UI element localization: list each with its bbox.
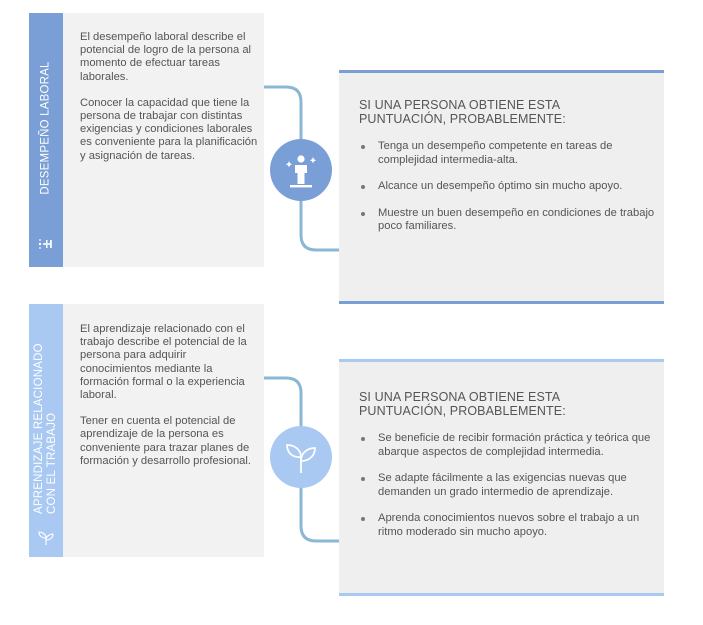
performance-icon [37,235,55,253]
description-paragraph-2: Tener en cuenta el potencial de aprendizaje de la persona es conveniente para trazar planes de formación y desarrollo profesional. [80,415,252,467]
bullet-icon [361,212,365,216]
result-title: SI UNA PERSONA OBTIENE ESTA PUNTUACIÓN, PROBABLEMENTE: [359,390,566,418]
description-paragraph-1: El aprendizaje relacionado con el trabajo describe el potencial de la persona para adquirir conocimientos mediante la formación formal o la experiencia laboral. [80,323,247,402]
sprout-icon [270,426,332,488]
result-title: SI UNA PERSONA OBTIENE ESTA PUNTUACIÓN, PROBABLEMENTE: [359,98,566,126]
list-item: Alcance un desempeño óptimo sin mucho apoyo. [359,180,659,194]
list-item: Tenga un desempeño competente en tareas de complejidad intermedia-alta. [359,140,659,167]
result-panel [339,359,664,596]
description-paragraph-1: El desempeño laboral describe el potencial de logro de la persona al momento de efectuar tareas laborales. [80,31,252,83]
description-panel [63,304,264,557]
side-tab-desempeno [29,13,63,267]
list-item: Aprenda conocimientos nuevos sobre el trabajo a un ritmo moderado sin mucho apoyo. [359,512,659,539]
performance-circle [270,139,332,201]
bullet-icon [361,477,365,481]
sprout-icon [37,529,55,547]
list-item: Muestre un buen desempeño en condiciones de trabajo poco familiares. [359,207,659,234]
section-aprendizaje [0,300,703,625]
description-paragraph-2: Conocer la capacidad que tiene la persona de trabajar con distintas exigencias y condiciones laborales es conveniente para la planificación y asignación de tareas. [80,96,258,162]
result-panel [339,70,664,304]
side-tab-label: DESEMPEÑO LABORAL [39,61,52,195]
person-sparkle-icon [270,139,332,201]
list-item: Se beneficie de recibir formación práctica y teórica que abarque aspectos de complejidad intermedia. [359,432,659,459]
description-panel [63,13,264,267]
bullet-icon [361,437,365,441]
list-item: Se adapte fácilmente a las exigencias nuevas que demanden un grado intermedio de aprendizaje. [359,472,659,499]
result-list [359,140,659,247]
bullet-icon [361,145,365,149]
section-desempeno-laboral [0,0,703,305]
side-tab-aprendizaje [29,304,63,557]
bullet-icon [361,517,365,521]
bullet-icon [361,185,365,189]
result-list [359,432,659,552]
learning-circle [270,426,332,488]
side-tab-label: APRENDIZAJE RELACIONADO CON EL TRABAJO [33,343,58,514]
